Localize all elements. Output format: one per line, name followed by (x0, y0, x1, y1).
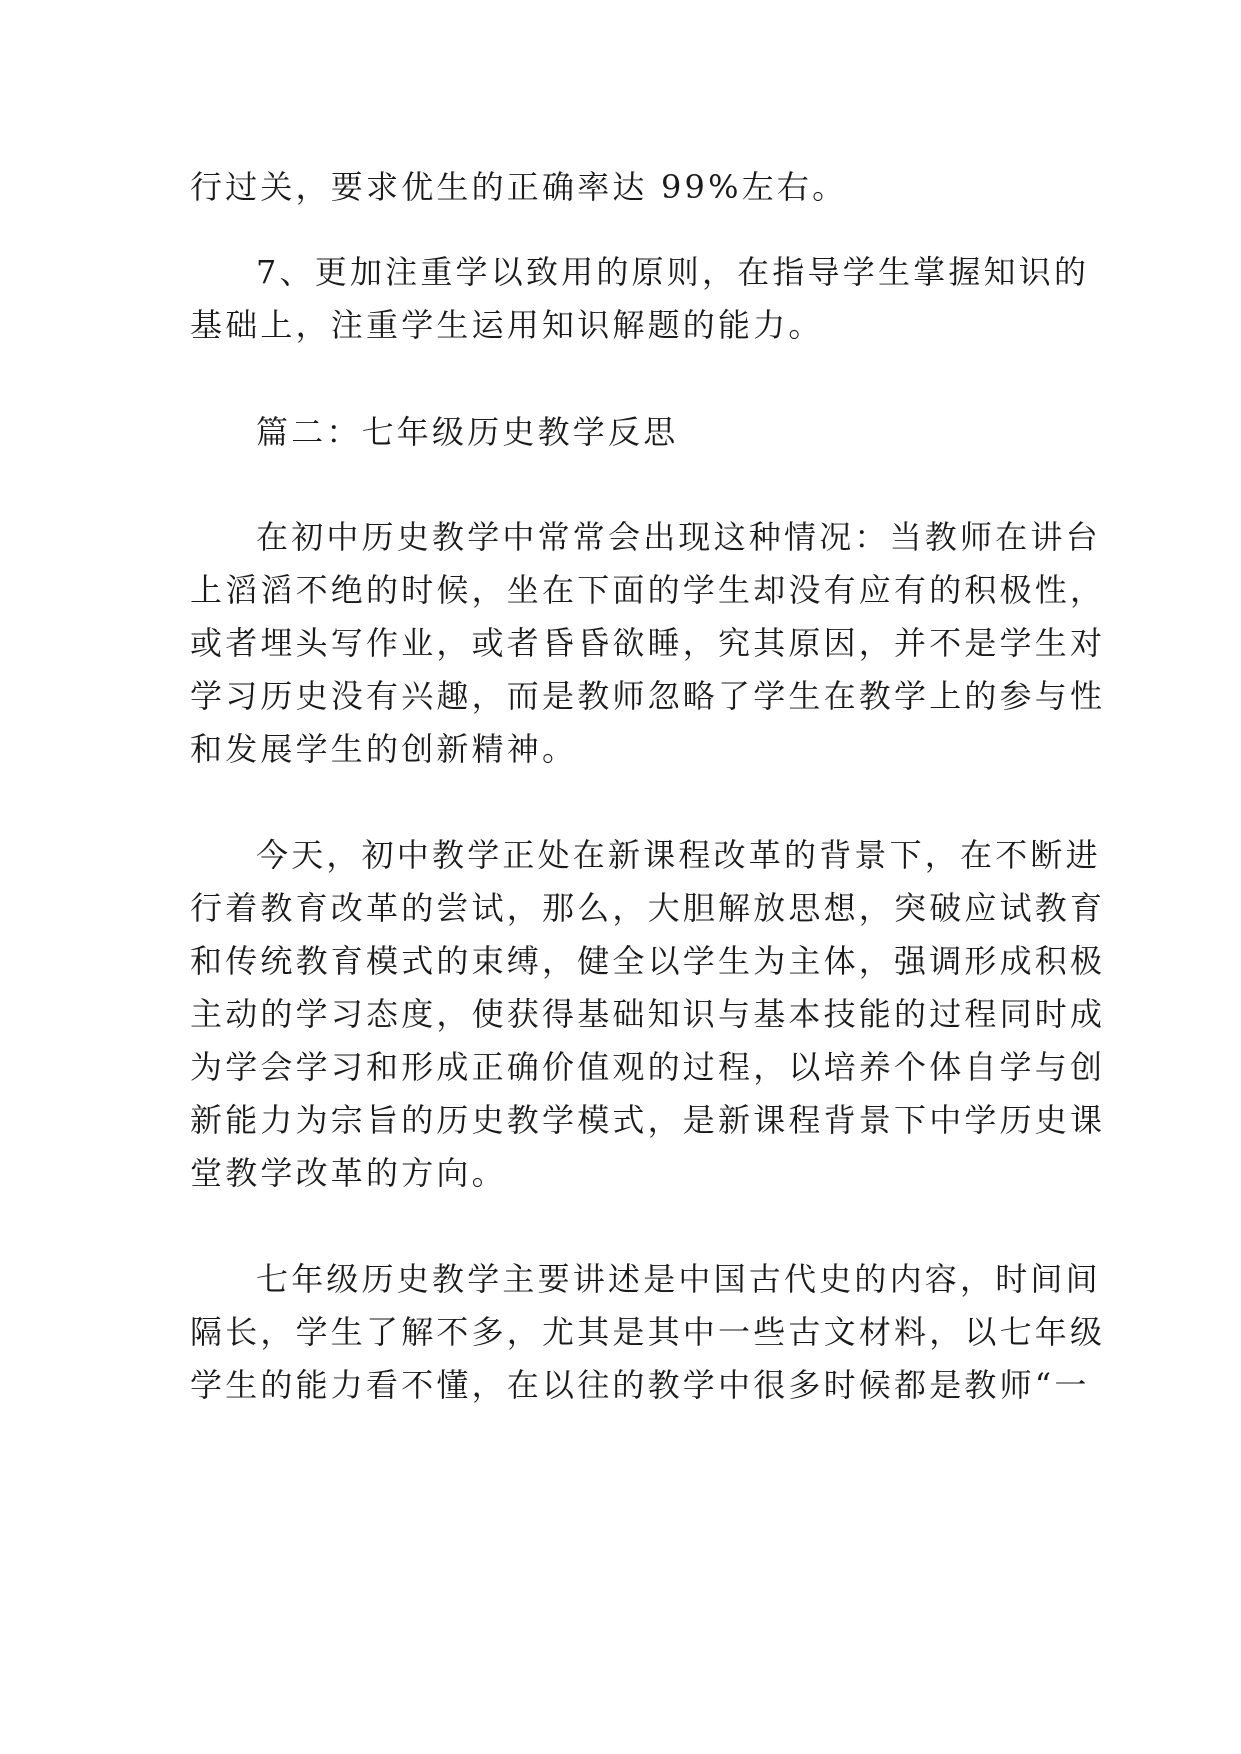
text-line: 在初中历史教学中常常会出现这种情况：当教师在讲台 (256, 518, 1101, 556)
text-line: 上滔滔不绝的时候，坐在下面的学生却没有应有的积极性， (190, 571, 1106, 609)
section-heading: 篇二：七年级历史教学反思 (256, 413, 679, 451)
text-line: 行着教育改革的尝试，那么，大胆解放思想，突破应试教育 (190, 889, 1106, 927)
text-line: 和传统教育模式的束缚，健全以学生为主体，强调形成积极 (190, 942, 1106, 980)
text-line: 7、更加注重学以致用的原则，在指导学生掌握知识的 (256, 253, 1090, 291)
text-line: 堂教学改革的方向。 (190, 1154, 507, 1192)
text-line: 今天，初中教学正处在新课程改革的背景下，在不断进 (256, 836, 1101, 874)
text-line: 为学会学习和形成正确价值观的过程，以培养个体自学与创 (190, 1048, 1106, 1086)
text-line: 隔长，学生了解不多，尤其是其中一些古文材料，以七年级 (190, 1313, 1106, 1351)
text-line: 学生的能力看不懂，在以往的教学中很多时候都是教师“一 (190, 1366, 1090, 1404)
text-line: 或者埋头写作业，或者昏昏欲睡，究其原因，并不是学生对 (190, 624, 1106, 662)
text-line: 和发展学生的创新精神。 (190, 730, 578, 768)
text-line: 基础上，注重学生运用知识解题的能力。 (190, 306, 824, 344)
text-line: 新能力为宗旨的历史教学模式，是新课程背景下中学历史课 (190, 1101, 1106, 1139)
text-line: 学习历史没有兴趣，而是教师忽略了学生在教学上的参与性 (190, 677, 1106, 715)
text-line: 行过关，要求优生的正确率达 99%左右。 (190, 168, 848, 206)
text-line: 主动的学习态度，使获得基础知识与基本技能的过程同时成 (190, 995, 1106, 1033)
text-line: 七年级历史教学主要讲述是中国古代史的内容，时间间 (256, 1260, 1101, 1298)
